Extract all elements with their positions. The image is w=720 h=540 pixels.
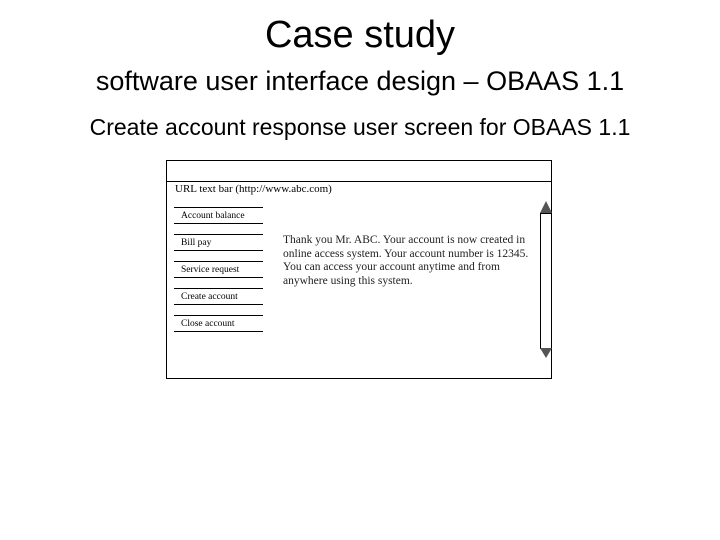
scrollbar[interactable] [540, 201, 551, 359]
title-bar [167, 161, 551, 182]
menu-item-account-balance[interactable]: Account balance [174, 207, 263, 224]
menu-item-create-account[interactable]: Create account [174, 288, 263, 305]
slide-subtitle: software user interface design – OBAAS 1.1 [95, 66, 625, 96]
menu-item-close-account[interactable]: Close account [174, 315, 263, 332]
arrow-up-icon[interactable] [540, 201, 552, 213]
slide-title: Case study [264, 14, 456, 56]
arrow-down-icon[interactable] [540, 348, 552, 358]
browser-window-mockup [166, 160, 552, 379]
menu-item-bill-pay[interactable]: Bill pay [174, 234, 263, 251]
url-bar[interactable]: URL text bar (http://www.abc.com) [175, 183, 332, 195]
confirmation-message: Thank you Mr. ABC. Your account is now created in online access system. Your account number is 12345. You can access your account anytime and from anywhere using this system. [283, 234, 529, 287]
menu-item-service-request[interactable]: Service request [174, 261, 263, 278]
slide-caption: Create account response user screen for OBAAS 1.1 [89, 114, 631, 140]
scrollbar-track[interactable] [540, 213, 552, 349]
